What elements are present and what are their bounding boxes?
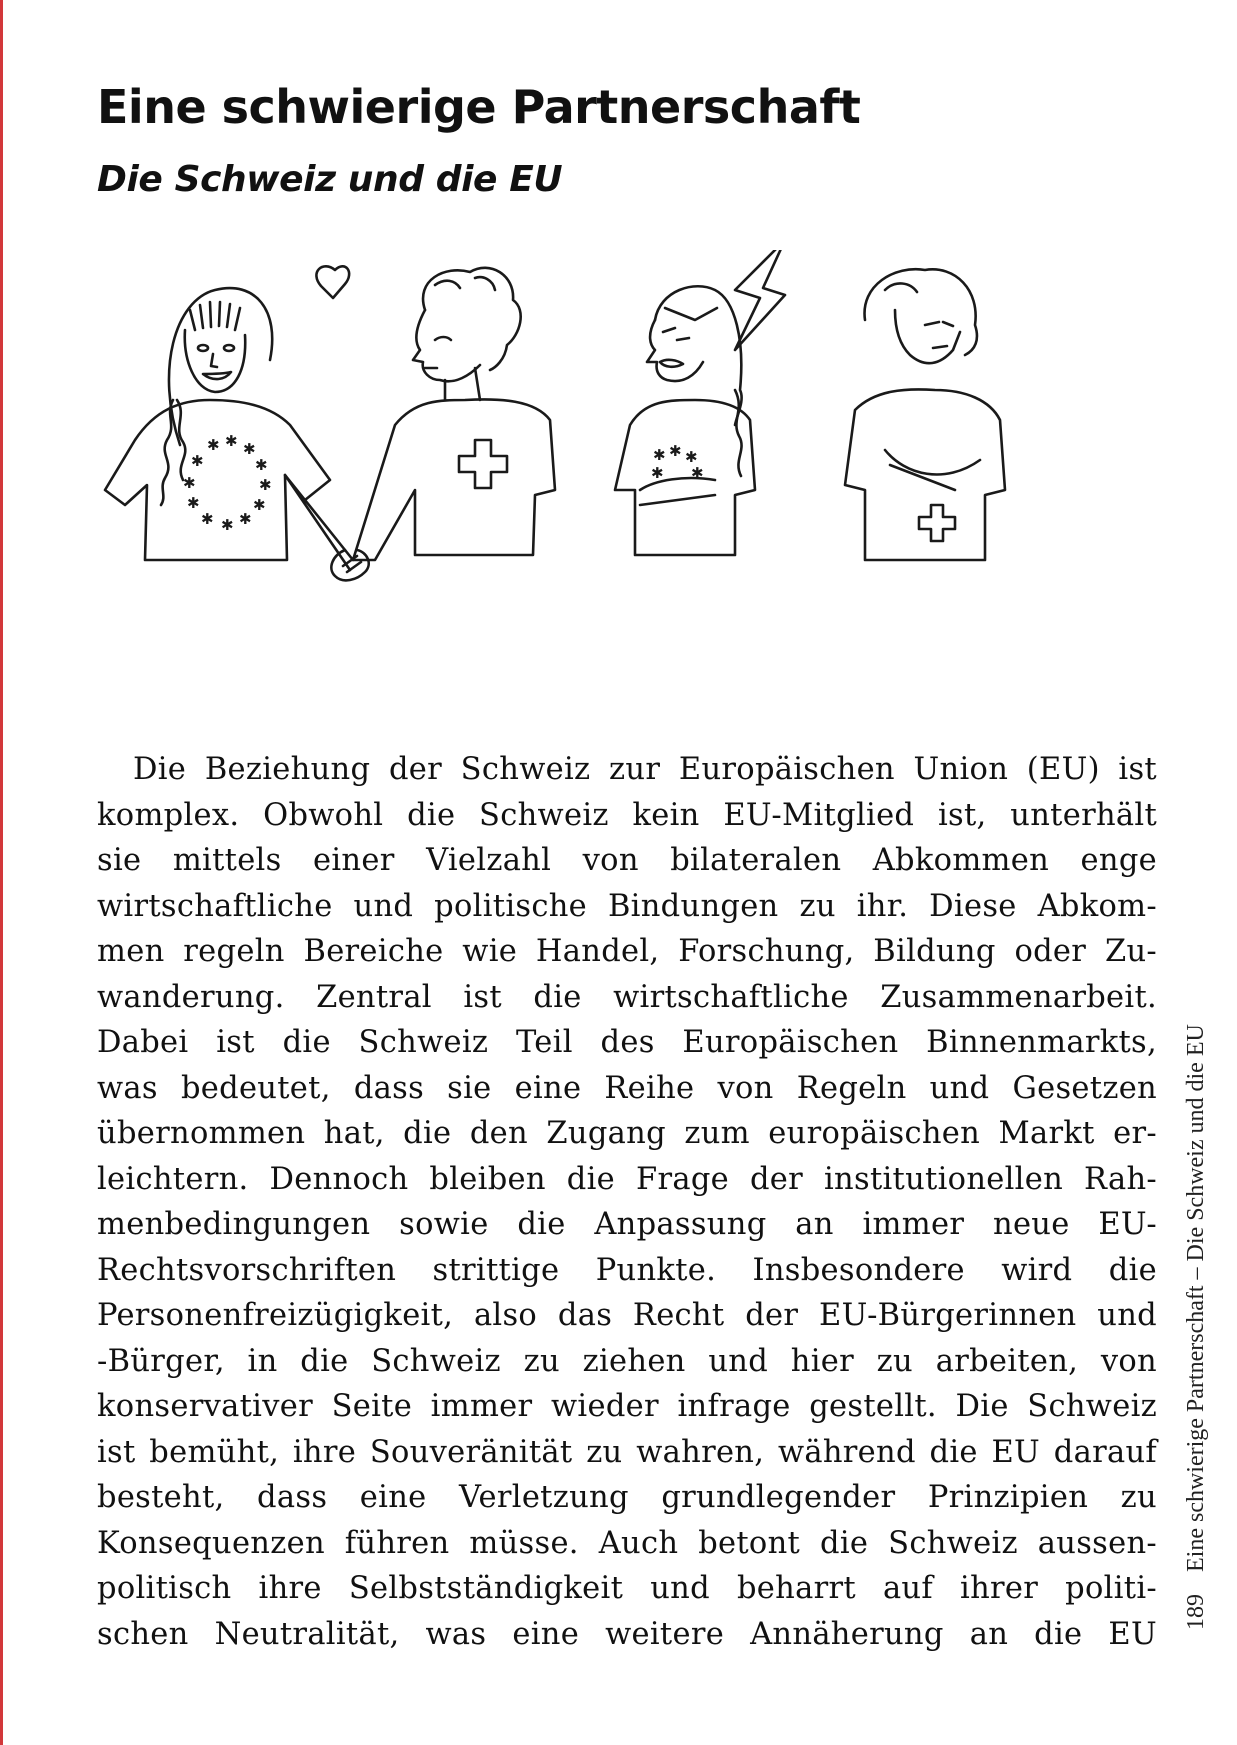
svg-text:✱: ✱ bbox=[685, 448, 698, 466]
swiss-man-angry-figure bbox=[845, 269, 1005, 560]
page-subtitle: Die Schweiz und die EU bbox=[97, 159, 563, 200]
page-edge-accent-line bbox=[0, 0, 3, 1745]
body-line: ist bemüht, ihre Souveränität zu wahren, während die EU darauf bbox=[97, 1434, 1157, 1470]
heart-icon bbox=[316, 266, 349, 298]
svg-text:✱: ✱ bbox=[653, 446, 666, 464]
svg-text:✱: ✱ bbox=[669, 442, 682, 460]
body-line: besteht, dass eine Verletzung grundlegender Prinzipien zu bbox=[97, 1480, 1157, 1515]
svg-text:✱: ✱ bbox=[183, 474, 196, 492]
body-line: menbedingungen sowie die Anpassung an immer neue EU- bbox=[97, 1207, 1157, 1242]
body-line: sie mittels einer Vielzahl von bilateralen Abkommen enge bbox=[97, 843, 1157, 878]
running-head-text: Eine schwierige Partnerschaft – Die Schweiz und die EU bbox=[1183, 1024, 1209, 1572]
illustration-drawing bbox=[95, 250, 1135, 650]
body-line: komplex. Obwohl die Schweiz kein EU-Mitglied ist, unterhält bbox=[97, 797, 1157, 833]
body-line: konservativer Seite immer wieder infrage gestellt. Die Schweiz bbox=[97, 1389, 1157, 1424]
svg-text:✱: ✱ bbox=[225, 432, 238, 450]
body-line: übernommen hat, die den Zugang zum europäischen Markt er- bbox=[97, 1116, 1157, 1151]
body-line: was bedeutet, dass sie eine Reihe von Regeln und Gesetzen bbox=[97, 1070, 1157, 1106]
svg-text:✱: ✱ bbox=[691, 464, 704, 482]
body-line: Dabei ist die Schweiz Teil des Europäischen Binnenmarkts, bbox=[97, 1025, 1157, 1060]
eu-woman-angry-figure bbox=[615, 286, 755, 555]
body-line: -Bürger, in die Schweiz zu ziehen und hier zu arbeiten, von bbox=[97, 1343, 1157, 1379]
lightning-icon bbox=[735, 250, 785, 350]
svg-text:✱: ✱ bbox=[253, 496, 266, 514]
body-text bbox=[97, 747, 1157, 1657]
svg-text:✱: ✱ bbox=[191, 452, 204, 470]
body-line: schen Neutralität, was eine weitere Annäherung an die EU bbox=[97, 1616, 1157, 1652]
svg-text:✱: ✱ bbox=[243, 440, 256, 458]
svg-text:✱: ✱ bbox=[221, 516, 234, 534]
body-line: wanderung. Zentral ist die wirtschaftliche Zusammenarbeit. bbox=[97, 979, 1157, 1015]
svg-text:✱: ✱ bbox=[651, 464, 664, 482]
swiss-cross-small-icon bbox=[919, 505, 955, 541]
running-head bbox=[1183, 1024, 1210, 1630]
svg-text:✱: ✱ bbox=[259, 476, 272, 494]
eu-stars-icon bbox=[183, 432, 272, 534]
body-line: politisch ihre Selbstständigkeit und beharrt auf ihrer politi- bbox=[97, 1571, 1157, 1606]
svg-text:✱: ✱ bbox=[239, 510, 252, 528]
body-line: leichtern. Dennoch bleiben die Frage der institutionellen Rah- bbox=[97, 1161, 1157, 1197]
body-line: Personenfreizügigkeit, also das Recht der EU-Bürgerinnen und bbox=[97, 1298, 1157, 1333]
page-title: Eine schwierige Partnerschaft bbox=[97, 80, 861, 134]
illustration bbox=[95, 250, 1135, 650]
body-line: Rechtsvorschriften strittige Punkte. Insbesondere wird die bbox=[97, 1252, 1157, 1288]
body-line: men regeln Bereiche wie Handel, Forschung, Bildung oder Zu- bbox=[97, 934, 1157, 969]
svg-text:✱: ✱ bbox=[201, 510, 214, 528]
eu-stars-small-icon bbox=[651, 442, 704, 482]
swiss-man-figure bbox=[331, 268, 555, 581]
page-number: 189 bbox=[1183, 1594, 1209, 1630]
eu-woman-figure bbox=[105, 288, 353, 570]
body-line: wirtschaftliche und politische Bindungen zu ihr. Diese Abkom- bbox=[97, 888, 1157, 924]
body-line: Die Beziehung der Schweiz zur Europäischen Union (EU) ist bbox=[133, 752, 1157, 787]
svg-text:✱: ✱ bbox=[255, 456, 268, 474]
swiss-cross-icon bbox=[459, 440, 507, 488]
svg-text:✱: ✱ bbox=[187, 494, 200, 512]
body-line: Konsequenzen führen müsse. Auch betont die Schweiz aussen- bbox=[97, 1525, 1157, 1561]
svg-text:✱: ✱ bbox=[207, 436, 220, 454]
